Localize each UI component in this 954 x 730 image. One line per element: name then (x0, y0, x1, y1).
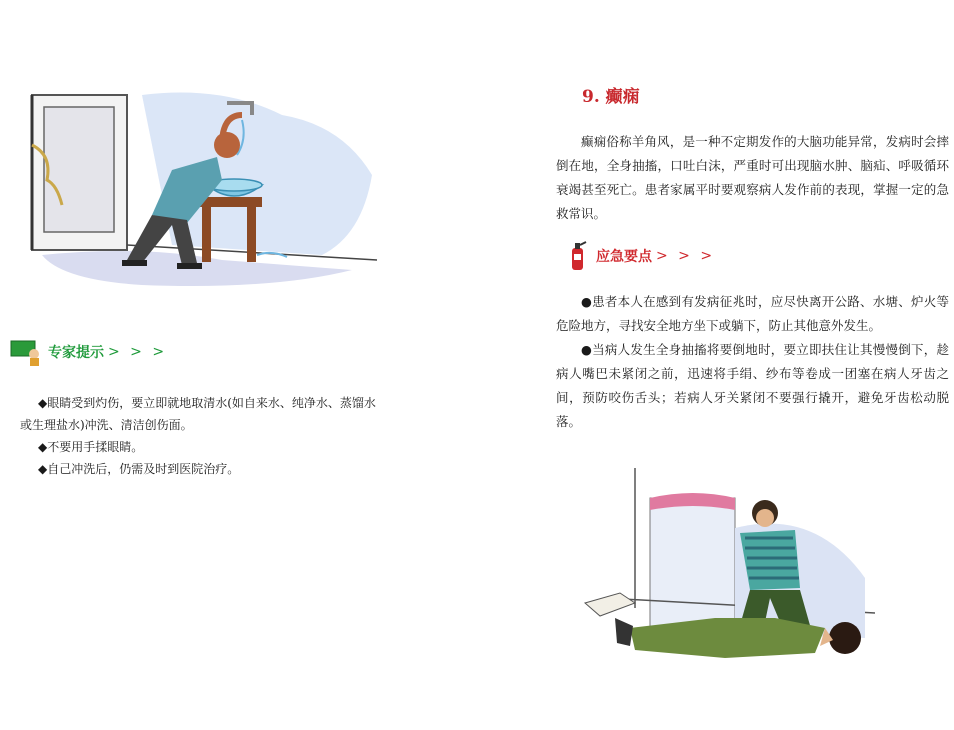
expert-tip-item: ◆不要用手揉眼睛。 (38, 440, 144, 454)
expert-tip-item: ◆自己冲洗后，仍需及时到医院治疗。 (38, 462, 240, 476)
eye-washing-illustration (22, 85, 382, 300)
intro-paragraph (556, 130, 949, 226)
emergency-item: ●患者本人在感到有发病征兆时，应尽快离开公路、水塘、炉火等危险地方，寻找安全地方坐下或躺下，防止其他意外发生。 (556, 294, 949, 333)
expert-tip-item: ◆眼睛受到灼伤，要立即就地取清水(如自来水、纯净水、蒸馏水或生理盐水)冲洗、清洁创伤面。 (20, 396, 376, 432)
expert-tip-list (20, 392, 380, 480)
emergency-list (556, 290, 949, 434)
emergency-item: ●当病人发生全身抽搐将要倒地时，要立即扶住让其慢慢倒下，趁病人嘴巴未紧闭之前，迅速将手绢、纱布等卷成一团塞在病人牙齿之间，预防咬伤舌头；若病人牙关紧闭不要强行撬开，避免牙齿松动脱落。 (556, 342, 949, 429)
emergency-title: 应急要点 (596, 249, 652, 265)
expert-tip-title: 专家提示 (48, 345, 104, 361)
emergency-header (568, 240, 715, 272)
emergency-arrows: > > > (656, 248, 716, 264)
epilepsy-first-aid-illustration (575, 468, 875, 678)
fire-extinguisher-icon (568, 240, 588, 272)
section-title: 9. 癫痫 (582, 87, 640, 107)
expert-tip-header (10, 338, 167, 366)
expert-icon (10, 338, 42, 366)
expert-tip-arrows: > > > (108, 344, 168, 360)
intro-text: 癫痫俗称羊角风，是一种不定期发作的大脑功能异常，发病时会摔倒在地，全身抽搐，口吐白沫，严重时可出现脑水肿、脑疝、呼吸循环衰竭甚至死亡。患者家属平时要观察病人发作前的表现，掌握一定的急救常识。 (556, 134, 949, 221)
